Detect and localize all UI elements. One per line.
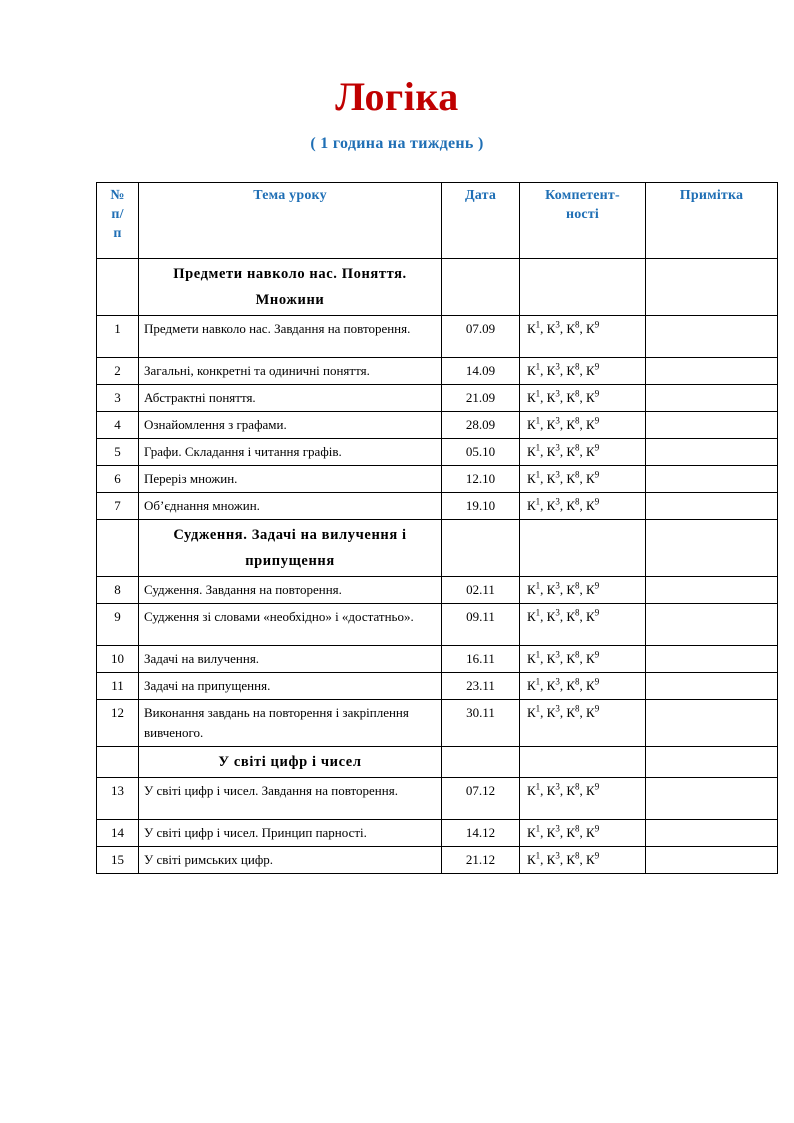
section-competencies-cell [520,259,646,316]
lesson-note-cell [646,316,778,358]
table-body [97,259,778,874]
lesson-date-cell: 07.12 [442,778,520,820]
lesson-number-cell: 5 [97,439,139,466]
lesson-date-cell: 16.11 [442,646,520,673]
lesson-date-cell: 28.09 [442,412,520,439]
lesson-number-cell: 14 [97,820,139,847]
lesson-competencies-cell: $К^1$, $К^3$, $К^8$, $К^9$ [520,577,646,604]
lesson-competencies-cell: $К^1$, $К^3$, $К^8$, $К^9$ [520,358,646,385]
table-row [97,778,778,820]
lesson-competencies-cell: $К^1$, $К^3$, $К^8$, $К^9$ [520,412,646,439]
column-header-number-line2: п/ [111,207,124,222]
page-subtitle: ( 1 година на тиждень ) [310,135,484,152]
lesson-competencies-cell: $К^1$, $К^3$, $К^8$, $К^9$ [520,646,646,673]
lesson-competencies-cell: $К^1$, $К^3$, $К^8$, $К^9$ [520,493,646,520]
lesson-competencies-cell: $К^1$, $К^3$, $К^8$, $К^9$ [520,820,646,847]
section-competencies-cell [520,520,646,577]
section-competencies-cell [520,747,646,778]
table-row [97,577,778,604]
lesson-plan-table [96,182,778,874]
lesson-competencies-cell: $К^1$, $К^3$, $К^8$, $К^9$ [520,466,646,493]
section-title-line: припущення [245,553,335,569]
lesson-note-cell [646,358,778,385]
lesson-date-cell: 05.10 [442,439,520,466]
lesson-topic-cell: Предмети навколо нас. Завдання на повторення. [139,316,442,358]
lesson-number-cell: 13 [97,778,139,820]
lesson-date-cell: 07.09 [442,316,520,358]
table-header-row [97,183,778,259]
lesson-note-cell [646,466,778,493]
lesson-competencies-cell: $К^1$, $К^3$, $К^8$, $К^9$ [520,673,646,700]
lesson-note-cell [646,820,778,847]
lesson-topic-cell: Графи. Складання і читання графів. [139,439,442,466]
section-date-cell [442,520,520,577]
lesson-note-cell [646,493,778,520]
lesson-topic-cell: Переріз множин. [139,466,442,493]
column-header-competencies [520,183,646,259]
lesson-number-cell: 11 [97,673,139,700]
section-title-line: Судження. Задачі на вилучення і [173,527,407,543]
lesson-date-cell: 09.11 [442,604,520,646]
lesson-number-cell: 12 [97,700,139,747]
lesson-number-cell: 9 [97,604,139,646]
section-title-line: Множини [255,292,325,308]
section-note-cell [646,520,778,577]
lesson-note-cell [646,778,778,820]
section-title-line: У світі цифр і чисел [218,754,362,770]
lesson-competencies-cell: $К^1$, $К^3$, $К^8$, $К^9$ [520,847,646,874]
lesson-date-cell: 14.09 [442,358,520,385]
table-row [97,439,778,466]
column-header-number-line3: п [113,226,122,241]
lesson-number-cell: 1 [97,316,139,358]
section-title-cell [139,520,442,577]
table-row [97,700,778,747]
lesson-note-cell [646,646,778,673]
lesson-topic-cell: Абстрактні поняття. [139,385,442,412]
section-heading-row [97,520,778,577]
lesson-competencies-cell: $К^1$, $К^3$, $К^8$, $К^9$ [520,439,646,466]
lesson-competencies-cell: $К^1$, $К^3$, $К^8$, $К^9$ [520,604,646,646]
page-title: Логіка [335,74,459,119]
lesson-date-cell: 21.12 [442,847,520,874]
table-row [97,646,778,673]
lesson-number-cell: 10 [97,646,139,673]
lesson-number-cell: 15 [97,847,139,874]
table-row [97,820,778,847]
section-number-cell [97,259,139,316]
section-number-cell [97,747,139,778]
lesson-topic-cell: Загальні, конкретні та одиничні поняття. [139,358,442,385]
lesson-date-cell: 02.11 [442,577,520,604]
section-date-cell [442,747,520,778]
lesson-date-cell: 23.11 [442,673,520,700]
lesson-number-cell: 2 [97,358,139,385]
lesson-note-cell [646,385,778,412]
lesson-number-cell: 4 [97,412,139,439]
table-row [97,673,778,700]
table-row [97,316,778,358]
lesson-number-cell: 3 [97,385,139,412]
lesson-number-cell: 6 [97,466,139,493]
column-header-number-line1: № [110,188,125,203]
title-block [0,74,794,154]
lesson-date-cell: 12.10 [442,466,520,493]
lesson-topic-cell: У світі цифр і чисел. Завдання на повторення. [139,778,442,820]
lesson-topic-cell: Ознайомлення з графами. [139,412,442,439]
lesson-topic-cell: У світі цифр і чисел. Принцип парності. [139,820,442,847]
column-header-competencies-line1: Компетент- [545,188,620,203]
table-row [97,847,778,874]
column-header-note: Примітка [646,183,778,259]
lesson-competencies-cell: $К^1$, $К^3$, $К^8$, $К^9$ [520,385,646,412]
lesson-topic-cell: Судження зі словами «необхідно» і «достатньо». [139,604,442,646]
lesson-number-cell: 7 [97,493,139,520]
lesson-topic-cell: Судження. Завдання на повторення. [139,577,442,604]
lesson-competencies-cell: $К^1$, $К^3$, $К^8$, $К^9$ [520,778,646,820]
lesson-competencies-cell: $К^1$, $К^3$, $К^8$, $К^9$ [520,700,646,747]
section-date-cell [442,259,520,316]
lesson-note-cell [646,604,778,646]
lesson-date-cell: 21.09 [442,385,520,412]
section-heading-row [97,747,778,778]
lesson-note-cell [646,439,778,466]
lesson-topic-cell: У світі римських цифр. [139,847,442,874]
column-header-competencies-line2: ності [565,207,600,222]
table-row [97,385,778,412]
column-header-topic: Тема уроку [139,183,442,259]
lesson-note-cell [646,700,778,747]
lesson-date-cell: 30.11 [442,700,520,747]
lesson-topic-cell: Задачі на припущення. [139,673,442,700]
table-row [97,412,778,439]
lesson-topic-cell: Задачі на вилучення. [139,646,442,673]
table-row [97,493,778,520]
section-title-cell [139,259,442,316]
lesson-note-cell [646,847,778,874]
section-note-cell [646,747,778,778]
table-row [97,466,778,493]
column-header-date: Дата [442,183,520,259]
lesson-date-cell: 19.10 [442,493,520,520]
section-number-cell [97,520,139,577]
lesson-topic-cell: Виконання завдань на повторення і закріплення вивченого. [139,700,442,747]
lesson-competencies-cell: $К^1$, $К^3$, $К^8$, $К^9$ [520,316,646,358]
lesson-note-cell [646,673,778,700]
table-row [97,358,778,385]
lesson-note-cell [646,412,778,439]
lesson-date-cell: 14.12 [442,820,520,847]
table-row [97,604,778,646]
lesson-number-cell: 8 [97,577,139,604]
column-header-number [97,183,139,259]
section-title-line: Предмети навколо нас. Поняття. [173,266,407,282]
section-note-cell [646,259,778,316]
section-title-cell [139,747,442,778]
lesson-topic-cell: Об’єднання множин. [139,493,442,520]
lesson-note-cell [646,577,778,604]
section-heading-row [97,259,778,316]
